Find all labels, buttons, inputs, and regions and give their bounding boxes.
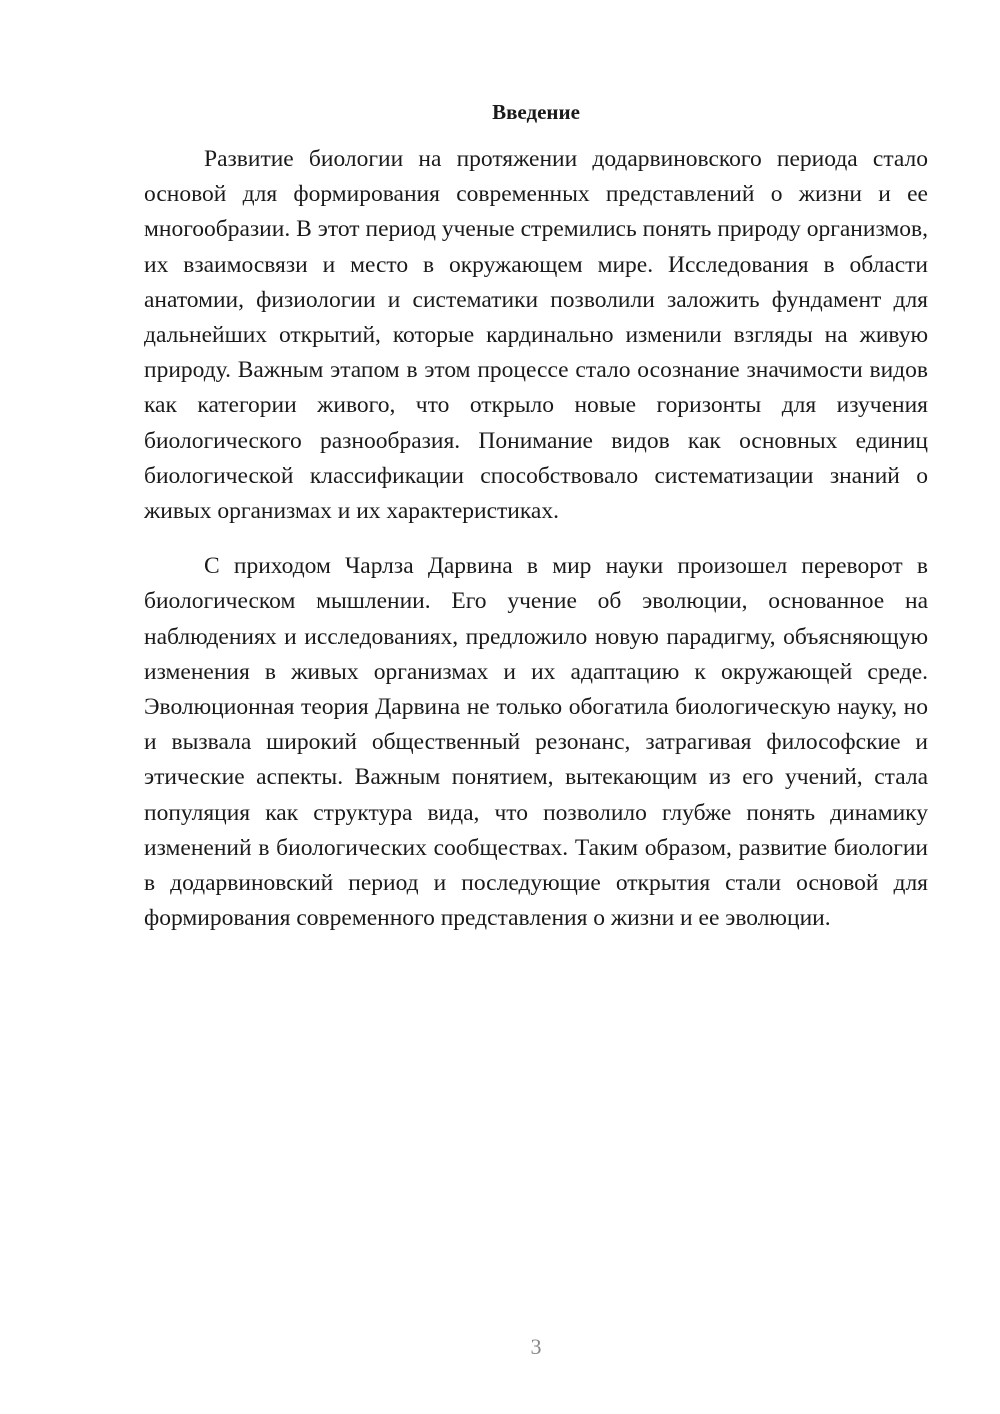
page-number: 3 — [530, 1334, 542, 1359]
paragraph-2: С приходом Чарлза Дарвина в мир науки произошел переворот в биологическом мышлении. Его учение об эволюции, основанное на наблюдениях и исследованиях, предложило новую парадигму, объясняющую изменения в живых организмах и их адаптацию к окружающей среде. Эволюционная теория Дарвина не только обогатила биологическую науку, но и вызвала широкий общественный резонанс, затрагивая философские и этические аспекты. Важным понятием, вытекающим из его учений, стала популяция как структура вида, что позволило глубже понять динамику изменений в биологических сообществах. Таким образом, развитие биологии в додарвиновский период и последующие открытия стали основой для формирования современного представления о жизни и ее эволюции. — [144, 553, 928, 932]
body-text — [144, 142, 928, 936]
section-heading: Введение — [492, 100, 580, 124]
paragraph-1: Развитие биологии на протяжении додарвиновского периода стало основой для формирования современных представлений о жизни и ее многообразии. В этот период ученые стремились понять природу организмов, их взаимосвязи и место в окружающем мире. Исследования в области анатомии, физиологии и систематики позволили заложить фундамент для дальнейших открытий, которые кардинально изменили взгляды на живую природу. Важным этапом в этом процессе стало осознание значимости видов как категории живого, что открыло новые горизонты для изучения биологического разнообразия. Понимание видов как основных единиц биологической классификации способствовало систематизации знаний о живых организмах и их характеристиках. — [144, 146, 928, 525]
